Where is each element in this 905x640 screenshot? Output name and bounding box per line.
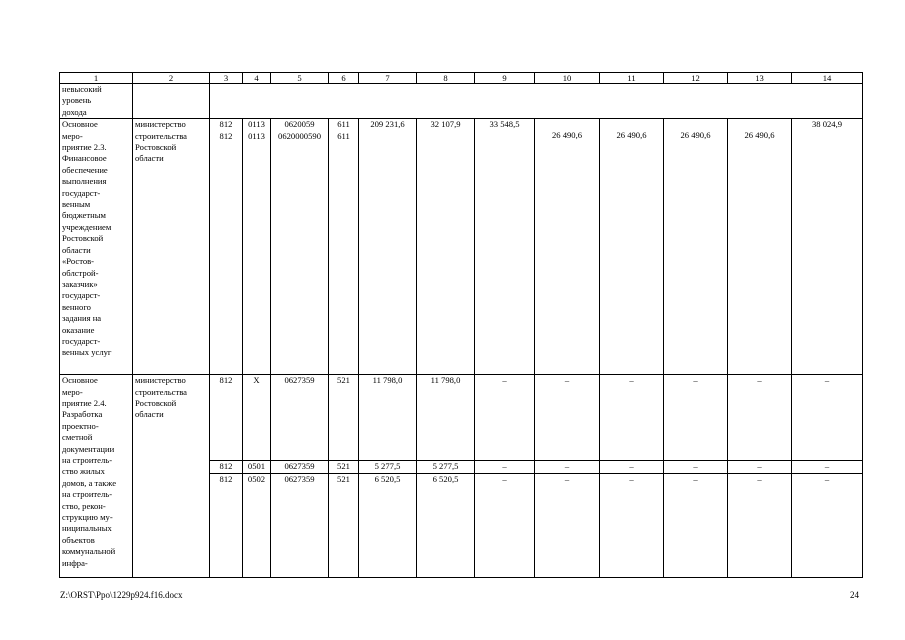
col-header: 11 bbox=[600, 73, 664, 84]
year-cell: 38 024,9 bbox=[792, 119, 863, 375]
vr-cell: 611 bbox=[329, 131, 359, 375]
col-header: 5 bbox=[271, 73, 329, 84]
col-header: 7 bbox=[359, 73, 417, 84]
csr-cell: 0620000590 bbox=[271, 131, 329, 375]
file-path-footer: Z:\ORST\Ppo\1229p924.f16.docx bbox=[60, 590, 183, 600]
executor-cell: министерство строительства Ростовской области bbox=[133, 375, 210, 577]
header-row bbox=[60, 73, 863, 84]
table-row: Основное меро- приятие 2.4. Разработка проектно- сметной документации на строитель- ство жилых домов, а также на строитель- ство, рекон- струкцию му- ниципальных объектов коммунальной инфра- министерство строительства Ростовской области 812 Х 0627359 521 11 798,0 11 798,0 – – – – – – bbox=[60, 375, 863, 461]
grbs-cell: 812 bbox=[210, 119, 243, 131]
grbs-cell: 812 bbox=[210, 131, 243, 375]
col-header: 8 bbox=[417, 73, 475, 84]
activity-name-cell: Основное меро- приятие 2.4. Разработка проектно- сметной документации на строитель- ство жилых домов, а также на строитель- ство, рекон- струкцию му- ниципальных объектов коммунальной инфра- bbox=[60, 375, 133, 577]
total-cell: 209 231,6 bbox=[359, 119, 417, 375]
col-header: 3 bbox=[210, 73, 243, 84]
col-header: 6 bbox=[329, 73, 359, 84]
year-cell: 32 107,9 bbox=[417, 119, 475, 375]
program-table bbox=[59, 72, 863, 578]
activity-name-cell: невысокий уровень дохода bbox=[60, 84, 133, 119]
year-cell: 26 490,6 bbox=[664, 119, 728, 375]
table-row bbox=[60, 119, 863, 131]
vr-cell: 611 bbox=[329, 119, 359, 131]
year-cell: 26 490,6 bbox=[600, 119, 664, 375]
table-row bbox=[60, 84, 863, 119]
col-header: 4 bbox=[243, 73, 271, 84]
table-row: 812 0501 0627359 521 5 277,5 5 277,5 – – – – – – bbox=[60, 461, 863, 473]
activity-name-cell: Основное меро- приятие 2.3. Финансовое обеспечение выполнения государст- венным бюджетным учреждением Ростовской области «Ростов- облстрой- заказчик» государст- венного задания на оказание государст- венных услуг bbox=[60, 119, 133, 375]
col-header: 2 bbox=[133, 73, 210, 84]
year-cell: 26 490,6 bbox=[535, 119, 600, 375]
year-cell: 33 548,5 bbox=[475, 119, 535, 375]
col-header: 14 bbox=[792, 73, 863, 84]
csr-cell: 0620059 bbox=[271, 119, 329, 131]
col-header: 13 bbox=[728, 73, 792, 84]
page-number: 24 bbox=[850, 590, 859, 600]
col-header: 10 bbox=[535, 73, 600, 84]
col-header: 12 bbox=[664, 73, 728, 84]
year-cell: 26 490,6 bbox=[728, 119, 792, 375]
rzpr-cell: 0113 bbox=[243, 131, 271, 375]
table-row: 812 0502 0627359 521 6 520,5 6 520,5 – – – – – – bbox=[60, 473, 863, 577]
rzpr-cell: 0113 bbox=[243, 119, 271, 131]
col-header: 9 bbox=[475, 73, 535, 84]
col-header: 1 bbox=[60, 73, 133, 84]
executor-cell: министерство строительства Ростовской области bbox=[133, 119, 210, 375]
